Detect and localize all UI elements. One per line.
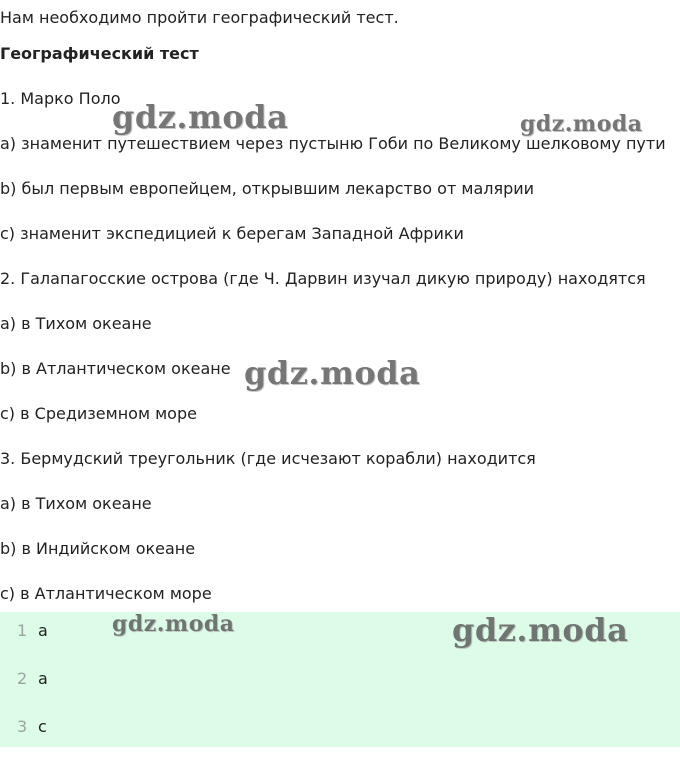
question-2-option-b: b) в Атлантическом океане bbox=[0, 359, 231, 378]
question-2: 2. Галапагосские острова (где Ч. Дарвин изучал дикую природу) находятся bbox=[0, 269, 646, 288]
answer-number: 2 bbox=[17, 669, 28, 688]
answer-value: a bbox=[38, 621, 48, 640]
watermark-logo: gdz.moda bbox=[112, 611, 235, 637]
answers-panel bbox=[0, 612, 680, 747]
answer-row bbox=[0, 667, 680, 691]
answer-row bbox=[0, 715, 680, 739]
question-1-option-b: b) был первым европейцем, открывшим лекарство от малярии bbox=[0, 179, 535, 198]
watermark-logo: gdz.moda bbox=[112, 98, 289, 136]
question-3-option-b: b) в Индийском океане bbox=[0, 539, 196, 558]
question-2-option-a: a) в Тихом океане bbox=[0, 314, 152, 333]
question-3: 3. Бермудский треугольник (где исчезают корабли) находится bbox=[0, 449, 536, 468]
question-1-option-a: a) знаменит путешествием через пустыню Гоби по Великому шелковому пути bbox=[0, 134, 666, 153]
question-2-option-c: c) в Средиземном море bbox=[0, 404, 197, 423]
question-3-option-c: c) в Атлантическом море bbox=[0, 584, 212, 603]
watermark-logo: gdz.moda bbox=[452, 611, 629, 649]
watermark-logo: gdz.moda bbox=[520, 111, 643, 137]
watermark-logo: gdz.moda bbox=[244, 354, 421, 392]
question-3-option-a: a) в Тихом океане bbox=[0, 494, 152, 513]
answer-number: 3 bbox=[17, 717, 28, 736]
answer-value: a bbox=[38, 669, 48, 688]
question-1-option-c: c) знаменит экспедицией к берегам Западной Африки bbox=[0, 224, 464, 243]
answer-value: c bbox=[38, 717, 47, 736]
answer-row bbox=[0, 619, 680, 643]
answer-number: 1 bbox=[17, 621, 28, 640]
test-title: Географический тест bbox=[0, 44, 199, 63]
intro-text: Нам необходимо пройти географический тест. bbox=[0, 8, 399, 27]
question-1: 1. Марко Поло bbox=[0, 89, 121, 108]
